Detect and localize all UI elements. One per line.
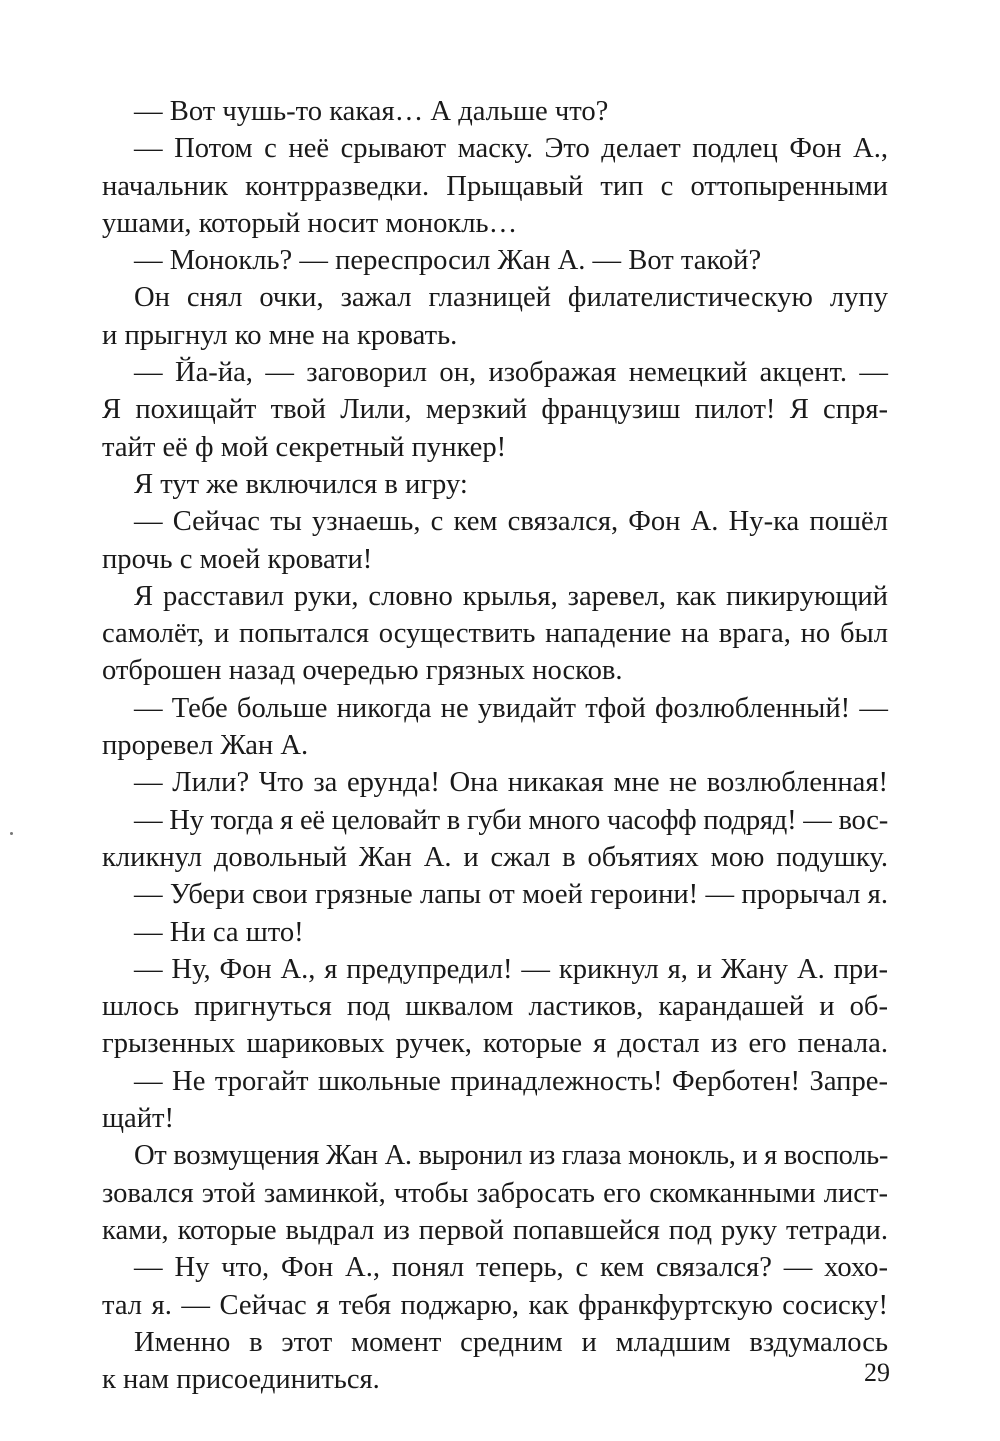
text-line: ушами, который носит монокль… [102,207,518,239]
text-line: кликнул довольный Жан А. и сжал в объятиях мою подушку. [102,841,888,873]
text-line: зовался этой заминкой, чтобы забросать его скомканными лист- [102,1177,888,1209]
text-line: шлось пригнуться под шквалом ластиков, карандашей и об- [102,991,888,1023]
text-line: проревел Жан А. [102,730,309,762]
scan-speck [10,832,13,835]
text-line: Именно в этот момент средним и младшим вздумалось [134,1326,888,1358]
page-number: 29 [864,1358,890,1387]
text-line: Он снял очки, зажал глазницей филателистическую лупу [134,282,888,314]
text-line: отброшен назад очередью грязных носков. [102,655,623,687]
text-line: щайт! [102,1103,175,1135]
text-line: — Тебе больше никогда не увидайт тфой фозлюбленный! — [134,692,888,724]
text-line: Я похищайт твой Лили, мерзкий французиш пилот! Я спря- [102,394,888,426]
text-line: — Сейчас ты узнаешь, с кем связался, Фон А. Ну-ка пошёл [134,506,888,538]
text-line: — Ну, Фон А., я предупредил! — крикнул я, и Жану А. при- [134,953,888,985]
text-line: Я расставил руки, словно крылья, заревел, как пикирующий [134,580,888,612]
page-body-text [102,93,888,1398]
text-line: — Вот чушь-то какая… А дальше что? [134,96,609,127]
text-line: — Ну что, Фон А., понял теперь, с кем связался? — хохо- [134,1252,888,1284]
text-line: — Потом с неё срывают маску. Это делает подлец Фон А., [134,133,888,165]
text-line: — Не трогайт школьные принадлежность! Ферботен! Запре- [134,1065,888,1097]
text-line: — Ну тогда я её целовайт в губи много часофф подряд! — вос- [134,804,888,836]
text-line: — Ни са што! [134,916,304,948]
text-line: От возмущения Жан А. выронил из глаза монокль, и я восполь- [134,1140,888,1172]
text-line: — Лили? Что за ерунда! Она никакая мне не возлюбленная! [134,767,888,799]
text-line: — Йа-йа, — заговорил он, изображая немецкий акцент. — [134,357,888,389]
text-line: — Убери свои грязные лапы от моей героини! — прорычал я. [134,879,888,911]
text-line: начальник контрразведки. Прыщавый тип с оттопыренными [102,170,888,202]
text-line: — Монокль? — переспросил Жан А. — Вот такой? [134,245,762,277]
text-line: к нам присоединиться. [102,1364,380,1396]
text-line: тайт её ф мой секретный пункер! [102,431,507,463]
text-line: Я тут же включился в игру: [134,468,468,500]
text-line: самолёт, и попытался осуществить нападение на врага, но был [102,618,888,650]
text-line: грызенных шариковых ручек, которые я достал из его пенала. [102,1028,888,1060]
text-line: тал я. — Сейчас я тебя поджарю, как франкфуртскую сосиску! [102,1289,888,1321]
text-line: прочь с моей кровати! [102,543,373,575]
text-line: и прыгнул ко мне на кровать. [102,319,458,351]
text-line: ками, которые выдрал из первой попавшейся под руку тетради. [102,1214,888,1246]
